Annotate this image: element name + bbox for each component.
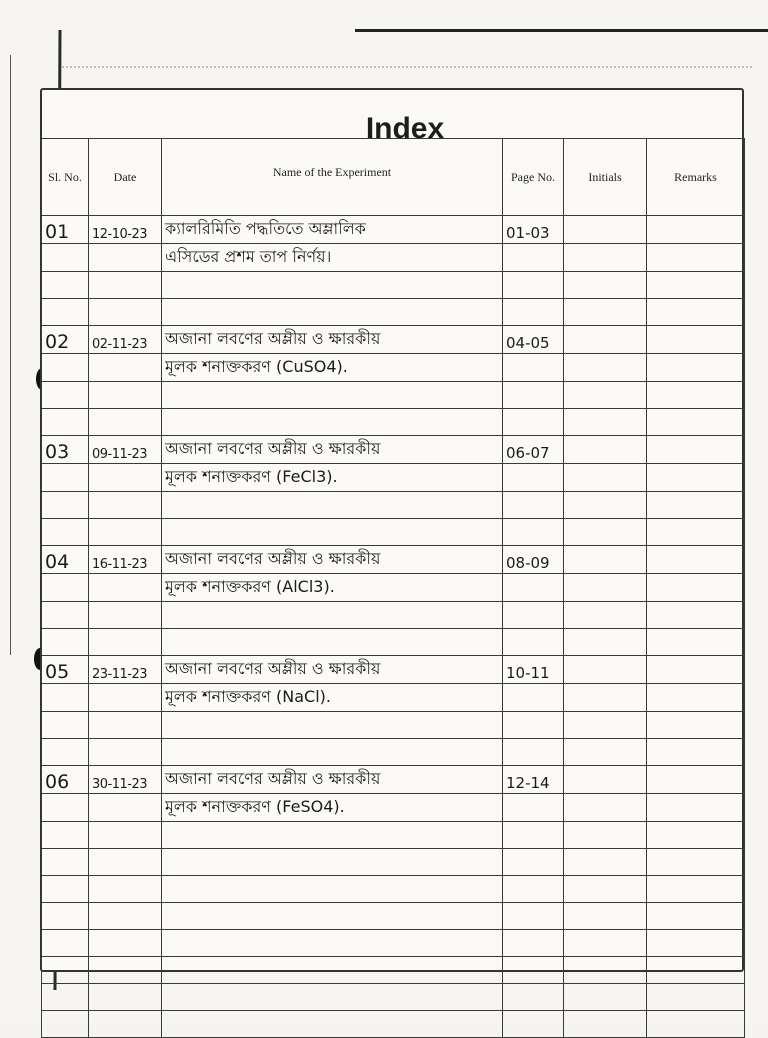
cell-remarks [647,519,745,546]
cell-experiment-line1 [162,712,503,739]
cell-initials [564,436,647,464]
page-top-edge [355,29,768,32]
cell-date [89,326,162,354]
table-row-empty [42,1011,745,1038]
cell-experiment-line2 [162,739,503,766]
table-header-row [42,139,745,216]
cell-initials [564,794,647,822]
cell-initials-text [564,443,567,463]
cell-date [89,766,162,794]
cell-remarks [647,299,745,326]
cell-date [89,464,162,492]
cell-sl-no [42,546,89,574]
table-row-empty [42,903,745,930]
table-row [42,574,745,602]
cell-experiment-line1-text: অজানা লবণের অম্লীয় ও ক্ষারকীয় [165,329,381,348]
header-experiment-name: Name of the Experiment [162,139,503,216]
table-row [42,684,745,712]
cell-initials [564,216,647,244]
cell-date [89,492,162,519]
cell-page-no [503,629,564,656]
cell-sl-no-text: 03 [45,441,70,463]
cell-initials-text [564,333,567,353]
cell-experiment [162,957,503,984]
cell-remarks [647,876,745,903]
cell-initials [564,492,647,519]
cell-page-no [503,464,564,492]
cell-sl-no [42,354,89,382]
cell-experiment-line1-text: অজানা লবণের অম্লীয় ও ক্ষারকীয় [165,549,381,568]
cell-remarks [647,326,745,354]
cell-initials [564,849,647,876]
cell-initials [564,409,647,436]
cell-page-no-text: 04-05 [506,334,550,352]
cell-initials [564,464,647,492]
cell-page-no [503,849,564,876]
cell-sl-no [42,326,89,354]
cell-sl-no [42,436,89,464]
cell-sl-no [42,272,89,299]
cell-remarks [647,272,745,299]
table-row [42,354,745,382]
table-row [42,216,745,244]
cell-page-no [503,930,564,957]
cell-date [89,656,162,684]
cell-initials [564,984,647,1011]
cell-date [89,299,162,326]
cell-experiment-line2-text: মূলক শনাক্তকরণ (FeCl3). [165,467,338,486]
cell-remarks [647,409,745,436]
cell-remarks [647,602,745,629]
cell-sl-no-text: 04 [45,551,70,573]
cell-experiment-line1 [162,216,503,244]
cell-date [89,436,162,464]
cell-experiment-line2 [162,794,503,822]
cell-experiment-line1 [162,326,503,354]
cell-initials [564,629,647,656]
cell-sl-no [42,299,89,326]
cell-remarks [647,822,745,849]
cell-page-no [503,903,564,930]
cell-sl-no [42,903,89,930]
cell-experiment-line1 [162,492,503,519]
cell-remarks-text [647,223,650,243]
cell-remarks [647,436,745,464]
cell-experiment [162,984,503,1011]
cell-page-no [503,766,564,794]
cell-date [89,1011,162,1038]
table-row [42,519,745,546]
cell-date-text: 02-11-23 [92,337,148,352]
cell-experiment-line1 [162,436,503,464]
cell-date [89,382,162,409]
cell-experiment [162,849,503,876]
cell-experiment-line2 [162,244,503,272]
cell-experiment-line2-text: মূলক শনাক্তকরণ (CuSO4). [165,357,348,376]
cell-initials [564,299,647,326]
cell-page-no [503,409,564,436]
cell-sl-no [42,409,89,436]
cell-date [89,354,162,382]
cell-sl-no-text: 01 [45,221,70,243]
cell-remarks [647,216,745,244]
cell-date [89,849,162,876]
header-remarks: Remarks [647,139,745,216]
cell-page-no [503,739,564,766]
cell-page-no-text: 06-07 [506,444,550,462]
cell-sl-no [42,822,89,849]
cell-page-no [503,519,564,546]
cell-remarks [647,684,745,712]
cell-initials [564,326,647,354]
cell-date [89,984,162,1011]
cell-initials [564,876,647,903]
cell-page-no [503,876,564,903]
cell-sl-no [42,739,89,766]
table-row [42,739,745,766]
cell-date [89,409,162,436]
cell-page-no [503,436,564,464]
cell-initials-text [564,223,567,243]
cell-sl-no [42,684,89,712]
cell-date [89,957,162,984]
cell-initials [564,656,647,684]
cell-sl-no [42,984,89,1011]
cell-initials [564,766,647,794]
cell-remarks [647,984,745,1011]
cell-experiment [162,903,503,930]
table-row [42,436,745,464]
cell-remarks [647,244,745,272]
cell-page-no [503,984,564,1011]
cell-sl-no [42,602,89,629]
table-row [42,492,745,519]
cell-initials [564,903,647,930]
table-row [42,299,745,326]
cell-page-no [503,684,564,712]
cell-experiment-line1 [162,602,503,629]
cell-experiment-line2 [162,519,503,546]
table-row [42,546,745,574]
cell-sl-no [42,849,89,876]
cell-experiment-line2-text: মূলক শনাক্তকরণ (FeSO4). [165,797,345,816]
cell-page-no-text: 01-03 [506,224,550,242]
cell-remarks-text [647,443,650,463]
index-rows [42,216,745,1038]
cell-sl-no-text: 05 [45,661,70,683]
cell-sl-no [42,519,89,546]
cell-initials [564,739,647,766]
cell-initials [564,602,647,629]
cell-remarks [647,656,745,684]
cell-date-text: 09-11-23 [92,447,148,462]
table-row [42,602,745,629]
cell-remarks [647,574,745,602]
cell-remarks [647,794,745,822]
table-row-empty [42,849,745,876]
cell-initials [564,1011,647,1038]
header-date: Date [89,139,162,216]
table-row-empty [42,876,745,903]
cell-initials [564,957,647,984]
cell-page-no [503,244,564,272]
cell-date-text: 12-10-23 [92,227,148,242]
cell-sl-no-text: 02 [45,331,70,353]
cell-sl-no [42,712,89,739]
cell-initials [564,519,647,546]
cell-page-no [503,574,564,602]
cell-sl-no [42,574,89,602]
cell-initials [564,382,647,409]
cell-experiment [162,930,503,957]
cell-date [89,876,162,903]
cell-remarks-text [647,553,650,573]
cell-experiment-line1 [162,272,503,299]
cell-remarks [647,546,745,574]
cell-page-no-text: 12-14 [506,774,550,792]
cell-sl-no [42,876,89,903]
cell-experiment-line2 [162,574,503,602]
cell-initials [564,546,647,574]
cell-sl-no [42,766,89,794]
cell-page-no [503,272,564,299]
cell-remarks [647,629,745,656]
cell-experiment-line1-text: অজানা লবণের অম্লীয় ও ক্ষারকীয় [165,659,381,678]
cell-remarks-text [647,663,650,683]
cell-remarks [647,739,745,766]
cell-experiment-line2-text: এসিডের প্রশম তাপ নির্ণয়। [165,247,332,266]
table-row [42,326,745,354]
cell-date-text: 30-11-23 [92,777,148,792]
cell-sl-no [42,1011,89,1038]
cell-date [89,794,162,822]
cell-page-no [503,216,564,244]
cell-experiment-line2 [162,464,503,492]
cell-initials [564,930,647,957]
cell-remarks [647,957,745,984]
cell-page-no-text: 10-11 [506,664,550,682]
cell-initials [564,712,647,739]
cell-experiment-line1 [162,656,503,684]
cell-date [89,519,162,546]
cell-date [89,272,162,299]
cell-initials-text [564,773,567,793]
cell-remarks [647,464,745,492]
cell-page-no [503,492,564,519]
cell-page-no [503,382,564,409]
cell-page-no [503,546,564,574]
cell-page-no [503,957,564,984]
cell-date-text: 23-11-23 [92,667,148,682]
cell-experiment-line1-text: অজানা লবণের অম্লীয় ও ক্ষারকীয় [165,769,381,788]
cell-date [89,216,162,244]
cell-date [89,903,162,930]
table-row [42,272,745,299]
table-row-empty [42,822,745,849]
header-initials: Initials [564,139,647,216]
cell-remarks [647,382,745,409]
cell-experiment [162,1011,503,1038]
cell-experiment [162,822,503,849]
cell-date [89,574,162,602]
cell-initials-text [564,663,567,683]
cell-page-no [503,822,564,849]
cell-sl-no [42,957,89,984]
cell-sl-no [42,656,89,684]
cell-remarks-text [647,333,650,353]
header-page-no: Page No. [503,139,564,216]
cell-sl-no [42,629,89,656]
cell-sl-no-text: 06 [45,771,70,793]
cell-initials [564,354,647,382]
cell-date-text: 16-11-23 [92,557,148,572]
cell-page-no [503,712,564,739]
cell-date [89,712,162,739]
cell-sl-no [42,216,89,244]
cell-remarks [647,492,745,519]
cell-date [89,244,162,272]
cell-date [89,822,162,849]
cell-experiment-line1 [162,546,503,574]
table-row [42,244,745,272]
cell-sl-no [42,244,89,272]
cell-initials [564,272,647,299]
cell-initials [564,684,647,712]
cell-page-no [503,656,564,684]
cell-experiment-line2 [162,409,503,436]
cell-experiment-line1 [162,766,503,794]
cell-sl-no [42,492,89,519]
cell-remarks [647,1011,745,1038]
cell-page-no [503,1011,564,1038]
cell-date [89,546,162,574]
cell-experiment-line1 [162,382,503,409]
table-row [42,794,745,822]
cell-date [89,629,162,656]
page-title: Index [365,112,445,145]
cell-experiment-line2 [162,684,503,712]
table-row-empty [42,984,745,1011]
cell-experiment-line2 [162,629,503,656]
cell-remarks [647,930,745,957]
table-row-empty [42,930,745,957]
cell-remarks [647,766,745,794]
cell-experiment [162,876,503,903]
cell-sl-no [42,464,89,492]
cell-remarks [647,849,745,876]
table-row [42,382,745,409]
table-row [42,712,745,739]
cell-remarks-text [647,773,650,793]
cell-page-no [503,354,564,382]
cell-page-no-text: 08-09 [506,554,550,572]
cell-initials [564,574,647,602]
header-sl-no: Sl. No. [42,139,89,216]
cell-date [89,602,162,629]
cell-page-no [503,602,564,629]
cell-initials-text [564,553,567,573]
cell-remarks [647,712,745,739]
cell-remarks [647,903,745,930]
cell-date [89,930,162,957]
cell-page-no [503,299,564,326]
cell-experiment-line2 [162,299,503,326]
cell-date [89,739,162,766]
table-row [42,629,745,656]
cell-page-no [503,794,564,822]
cell-sl-no [42,930,89,957]
previous-page-edge [0,55,11,655]
cell-initials [564,822,647,849]
cell-remarks [647,354,745,382]
cell-sl-no [42,794,89,822]
index-table [41,138,745,1038]
cell-experiment-line2-text: মূলক শনাক্তকরণ (AlCl3). [165,577,335,596]
cell-initials [564,244,647,272]
table-row [42,464,745,492]
cell-page-no [503,326,564,354]
table-row [42,766,745,794]
table-row [42,656,745,684]
table-row [42,409,745,436]
cell-experiment-line1-text: অজানা লবণের অম্লীয় ও ক্ষারকীয় [165,439,381,458]
table-row-empty [42,957,745,984]
cell-experiment-line2-text: মূলক শনাক্তকরণ (NaCl). [165,687,332,706]
cell-sl-no [42,382,89,409]
cell-experiment-line1-text: ক্যালরিমিতি পদ্ধতিতে অম্লালিক [165,219,366,238]
cell-date [89,684,162,712]
cell-experiment-line2 [162,354,503,382]
